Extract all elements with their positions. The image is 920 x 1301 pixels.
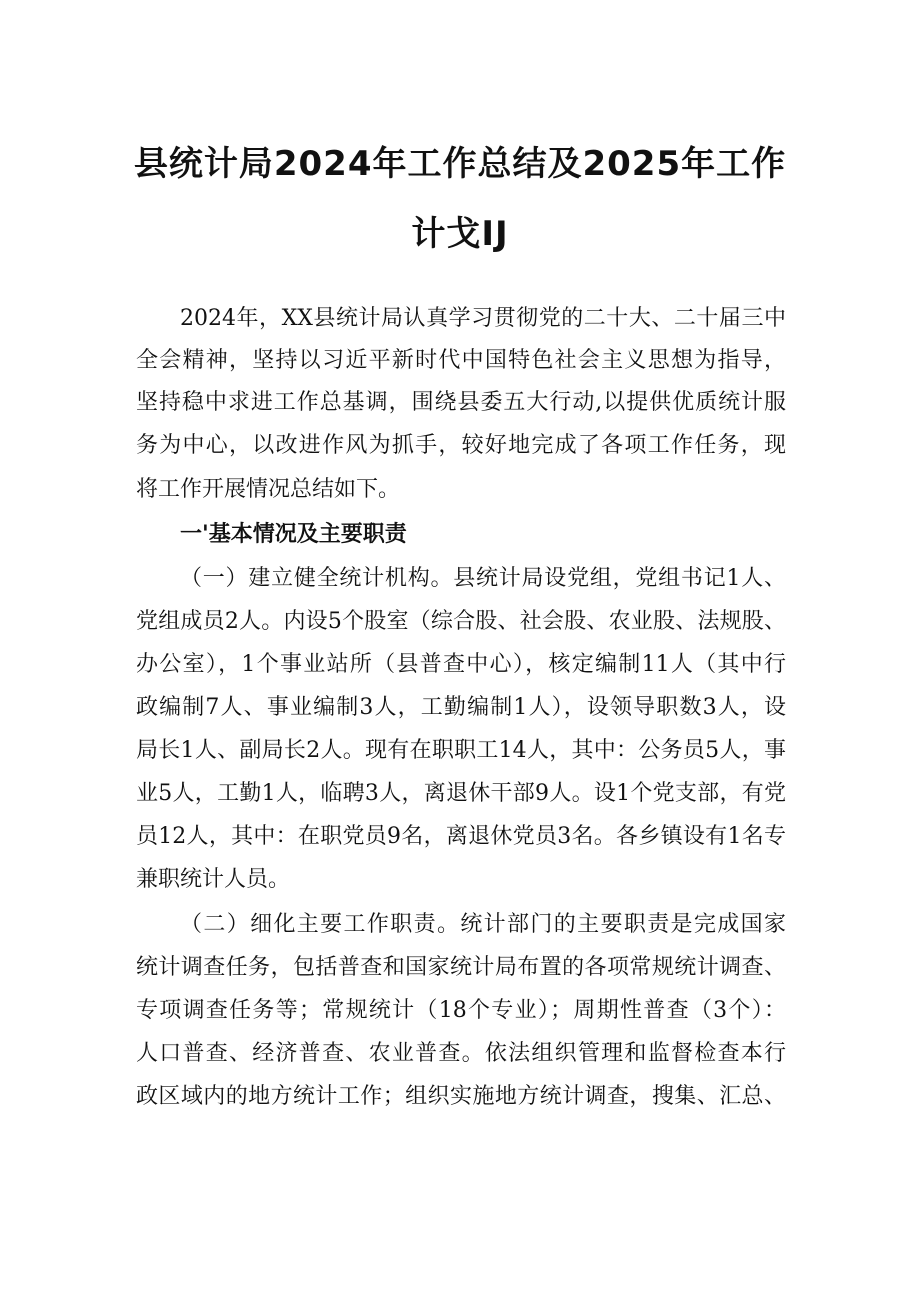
paragraph-line: 党组成员2人。内设5个股室（综合股、社会股、农业股、法规股、 bbox=[136, 609, 786, 634]
paragraph-line: 办公室），1个事业站所（县普查中心），核定编制11人（其中行 bbox=[136, 652, 786, 677]
intro-line: 坚持稳中求进工作总基调，围绕县委五大行动,以提供优质统计服 bbox=[136, 390, 786, 415]
intro-line: 2024年，XX县统计局认真学习贯彻党的二十大、二十届三中 bbox=[180, 306, 786, 331]
section-heading: 一'基本情况及主要职责 bbox=[180, 522, 407, 547]
paragraph-line: 业5人，工勤1人，临聘3人，离退休干部9人。设1个党支部，有党 bbox=[136, 781, 786, 806]
paragraph-line: 兼职统计人员。 bbox=[136, 867, 291, 892]
paragraph-line: 局长1人、副局长2人。现有在职职工14人，其中：公务员5人，事 bbox=[136, 738, 786, 763]
paragraph-line: 员12人，其中：在职党员9名，离退休党员3名。各乡镇设有1名专 bbox=[136, 824, 786, 849]
paragraph-line: （一）建立健全统计机构。县统计局设党组，党组书记1人、 bbox=[180, 566, 786, 591]
paragraph-line: 统计调查任务，包括普查和国家统计局布置的各项常规统计调查、 bbox=[136, 955, 786, 980]
intro-line: 务为中心，以改进作风为抓手，较好地完成了各项工作任务，现 bbox=[136, 433, 786, 458]
paragraph-line: （二）细化主要工作职责。统计部门的主要职责是完成国家 bbox=[180, 912, 786, 937]
paragraph-line: 人口普查、经济普查、农业普查。依法组织管理和监督检查本行 bbox=[136, 1041, 786, 1066]
paragraph-line: 政编制7人、事业编制3人，工勤编制1人），设领导职数3人，设 bbox=[136, 695, 786, 720]
paragraph-line: 专项调查任务等；常规统计（18个专业）；周期性普查（3个）： bbox=[136, 998, 786, 1023]
paragraph-line: 政区域内的地方统计工作；组织实施地方统计调查，搜集、汇总、 bbox=[136, 1084, 786, 1109]
document-title-line-2: 计戈IJ bbox=[411, 214, 509, 254]
document-title-line-1: 县统计局2024年工作总结及2025年工作 bbox=[133, 144, 787, 184]
intro-line: 将工作开展情况总结如下。 bbox=[136, 477, 401, 502]
intro-line: 全会精神，坚持以习近平新时代中国特色社会主义思想为指导， bbox=[136, 348, 786, 373]
